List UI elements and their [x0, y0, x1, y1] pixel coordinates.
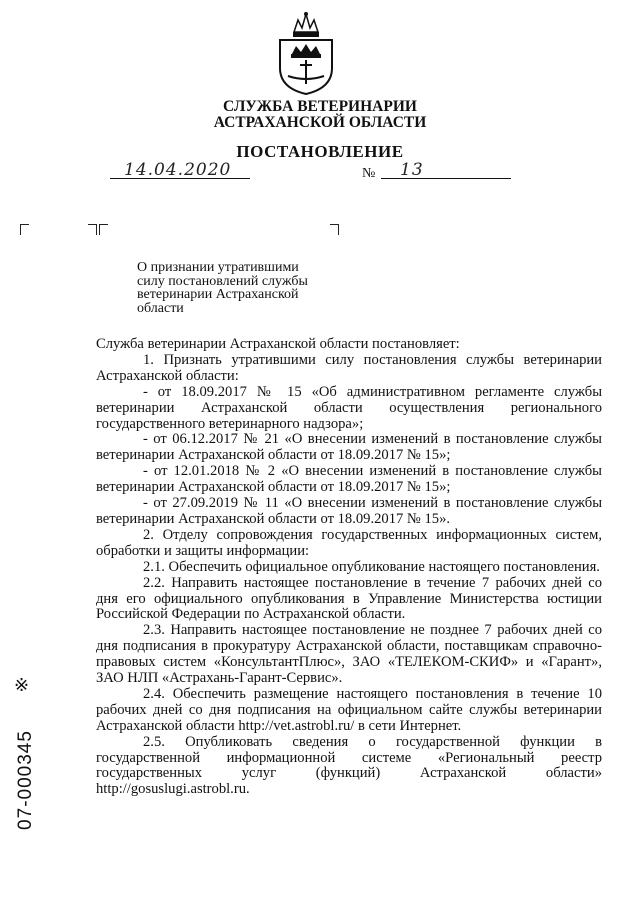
document-subject — [137, 261, 337, 315]
clause-2-4: 2.4. Обеспечить размещение настоящего постановления в течение 10 рабочих дней со дня подписания на официальном сайте службы ветеринарии Астраханской области http://vet.astrobl.ru/ в сети Интернет. — [96, 685, 602, 734]
astrakhan-coat-of-arms-icon — [274, 10, 338, 96]
subject-line: О признании утратившими — [137, 260, 299, 275]
document-date: 14.04.2020 — [124, 160, 232, 180]
subject-line: силу постановлений службы — [137, 273, 308, 289]
clause-2-2: 2.2. Направить настоящее постановление в течение 7 рабочих дней со дня его официального опубликования в Управление Министерства юстиции Российской Федерации по Астраханской области. — [96, 574, 602, 623]
number-underline — [381, 178, 511, 179]
coat-of-arms-emblem — [274, 10, 338, 96]
corner-mark-left — [20, 224, 29, 235]
clause-2-1: 2.1. Обеспечить официальное опубликование настоящего постановления. — [143, 558, 600, 575]
number-label: № — [362, 166, 376, 181]
clause-2: 2. Отделу сопровождения государственных информационных систем, обработки и защиты информации: — [96, 526, 602, 559]
repealed-item-2: - от 06.12.2017 № 21 «О внесении изменений в постановление службы ветеринарии Астраханской области от 18.09.2017 № 15»; — [96, 431, 602, 464]
clause-2-3: 2.3. Направить настоящее постановление не позднее 7 рабочих дней со дня подписания в прокуратуру Астраханской области, поставщикам справочно-правовых систем «КонсультантПлюс», ЗАО «ТЕЛЕКОМ-СКИФ» и «Гарант», ЗАО НЛП «Астрахань-Гарант-Сервис». — [96, 622, 602, 687]
corner-mark-mid-right — [99, 224, 108, 235]
registration-stamp — [12, 710, 40, 850]
subject-line: ветеринарии Астраханской — [137, 287, 299, 302]
document-type-title: ПОСТАНОВЛЕНИЕ — [236, 142, 404, 161]
stamp-mark-icon: ※ — [14, 675, 30, 696]
organization-name-line2: АСТРАХАНСКОЙ ОБЛАСТИ — [213, 114, 427, 131]
registration-number: 07-000345 — [15, 730, 36, 830]
document-body — [96, 337, 602, 798]
repealed-item-3: - от 12.01.2018 № 2 «О внесении изменений в постановление службы ветеринарии Астраханской области от 18.09.2017 № 15»; — [96, 463, 602, 496]
corner-mark-mid-left — [88, 224, 97, 235]
preamble-paragraph: Служба ветеринарии Астраханской области постановляет: — [96, 336, 460, 352]
corner-mark-right — [330, 224, 339, 235]
repealed-item-1: - от 18.09.2017 № 15 «Об административном регламенте службы ветеринарии Астраханской области осуществления регионального государственного ветеринарного надзора»; — [96, 383, 602, 432]
repealed-item-4: - от 27.09.2019 № 11 «О внесении изменений в постановление службы ветеринарии Астраханской области от 18.09.2017 № 15». — [96, 495, 602, 527]
clause-1: 1. Признать утратившими силу постановления службы ветеринарии Астраханской области: — [96, 351, 602, 384]
subject-line: области — [137, 300, 184, 316]
organization-name-line1: СЛУЖБА ВЕТЕРИНАРИИ — [223, 98, 417, 115]
clause-2-5: 2.5. Опубликовать сведения о государственной функции в государственной информационной системе «Региональный реестр государственных услуг (функций) Астраханской области» http://gosuslugi.astrobl.ru. — [96, 733, 602, 798]
document-number: 13 — [400, 160, 424, 180]
date-underline — [110, 178, 250, 179]
